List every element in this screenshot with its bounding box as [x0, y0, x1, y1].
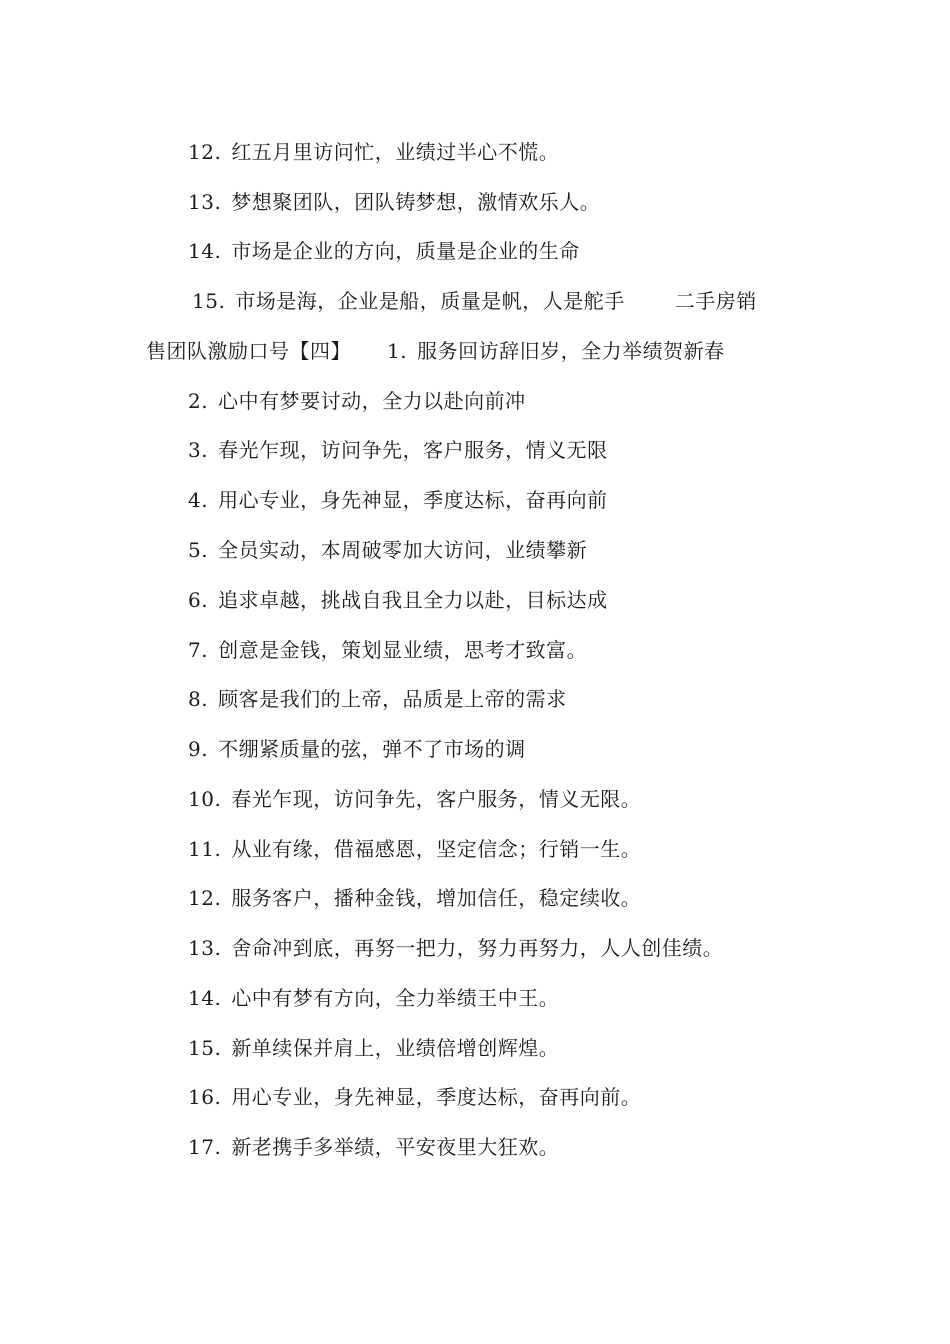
item-text: 春光乍现，访问争先，客户服务，情义无限	[218, 438, 608, 462]
item-number: 12.	[188, 140, 222, 164]
item-number: 9.	[188, 737, 209, 761]
item-text: 追求卓越，挑战自我且全力以赴，目标达成	[218, 588, 608, 612]
item-number: 4.	[188, 488, 209, 512]
item-number: 14.	[188, 986, 222, 1010]
item-text: 不绷紧质量的弦，弹不了市场的调	[218, 737, 526, 761]
item-number: 14.	[188, 239, 222, 263]
list-item	[188, 687, 567, 711]
list-item	[188, 737, 526, 761]
list-item	[188, 190, 600, 214]
item-number: 15.	[188, 1036, 222, 1060]
list-item	[188, 986, 559, 1010]
item-number: 7.	[188, 638, 209, 662]
item-text: 市场是企业的方向，质量是企业的生命	[231, 239, 580, 263]
list-item	[146, 339, 725, 363]
item-number: 10.	[188, 787, 222, 811]
item-number: 1.	[387, 339, 408, 363]
item-text: 新单续保并肩上，业绩倍增创辉煌。	[231, 1036, 560, 1060]
item-number: 12.	[188, 886, 222, 910]
list-item	[188, 1135, 559, 1159]
item-text: 服务回访辞旧岁，全力举绩贺新春	[417, 339, 725, 363]
item-number: 13.	[188, 190, 222, 214]
list-item	[188, 488, 608, 512]
section-heading-part2: 售团队激励口号【四】	[146, 339, 351, 363]
item-text: 心中有梦有方向，全力举绩王中王。	[231, 986, 560, 1010]
item-number: 17.	[188, 1135, 222, 1159]
item-text: 心中有梦要讨动，全力以赴向前冲	[218, 389, 526, 413]
item-text: 用心专业，身先神显，季度达标，奋再向前。	[231, 1085, 642, 1109]
item-number: 15.	[192, 289, 226, 313]
item-number: 2.	[188, 389, 209, 413]
item-text: 红五月里访问忙，业绩过半心不慌。	[231, 140, 560, 164]
list-item	[188, 787, 641, 811]
list-item	[192, 289, 757, 313]
list-item	[188, 936, 723, 960]
item-text: 服务客户，播种金钱，增加信任，稳定续收。	[231, 886, 642, 910]
item-text: 从业有缘，借福感恩，坚定信念；行销一生。	[231, 837, 642, 861]
item-text: 顾客是我们的上帝，品质是上帝的需求	[218, 687, 567, 711]
item-text: 市场是海，企业是船，质量是帆，人是舵手	[235, 289, 625, 313]
list-item	[188, 140, 559, 164]
item-number: 5.	[188, 538, 209, 562]
list-item	[188, 438, 608, 462]
item-number: 8.	[188, 687, 209, 711]
item-text: 用心专业，身先神显，季度达标，奋再向前	[218, 488, 608, 512]
list-item	[188, 389, 526, 413]
list-item	[188, 638, 587, 662]
item-text: 全员实动，本周破零加大访问，业绩攀新	[218, 538, 588, 562]
item-text: 新老携手多举绩，平安夜里大狂欢。	[231, 1135, 560, 1159]
list-item	[188, 239, 580, 263]
list-item	[188, 538, 587, 562]
item-number: 6.	[188, 588, 209, 612]
item-number: 11.	[188, 837, 222, 861]
item-number: 13.	[188, 936, 222, 960]
item-text: 创意是金钱，策划显业绩，思考才致富。	[218, 638, 588, 662]
item-number: 16.	[188, 1085, 222, 1109]
item-text: 春光乍现，访问争先，客户服务，情义无限。	[231, 787, 642, 811]
item-text: 舍命冲到底，再努一把力，努力再努力，人人创佳绩。	[231, 936, 724, 960]
list-item	[188, 1036, 559, 1060]
list-item	[188, 837, 641, 861]
list-item	[188, 588, 608, 612]
item-text: 梦想聚团队，团队铸梦想，激情欢乐人。	[231, 190, 601, 214]
item-number: 3.	[188, 438, 209, 462]
list-item	[188, 1085, 641, 1109]
list-item	[188, 886, 641, 910]
section-heading-part1: 二手房销	[674, 289, 757, 313]
